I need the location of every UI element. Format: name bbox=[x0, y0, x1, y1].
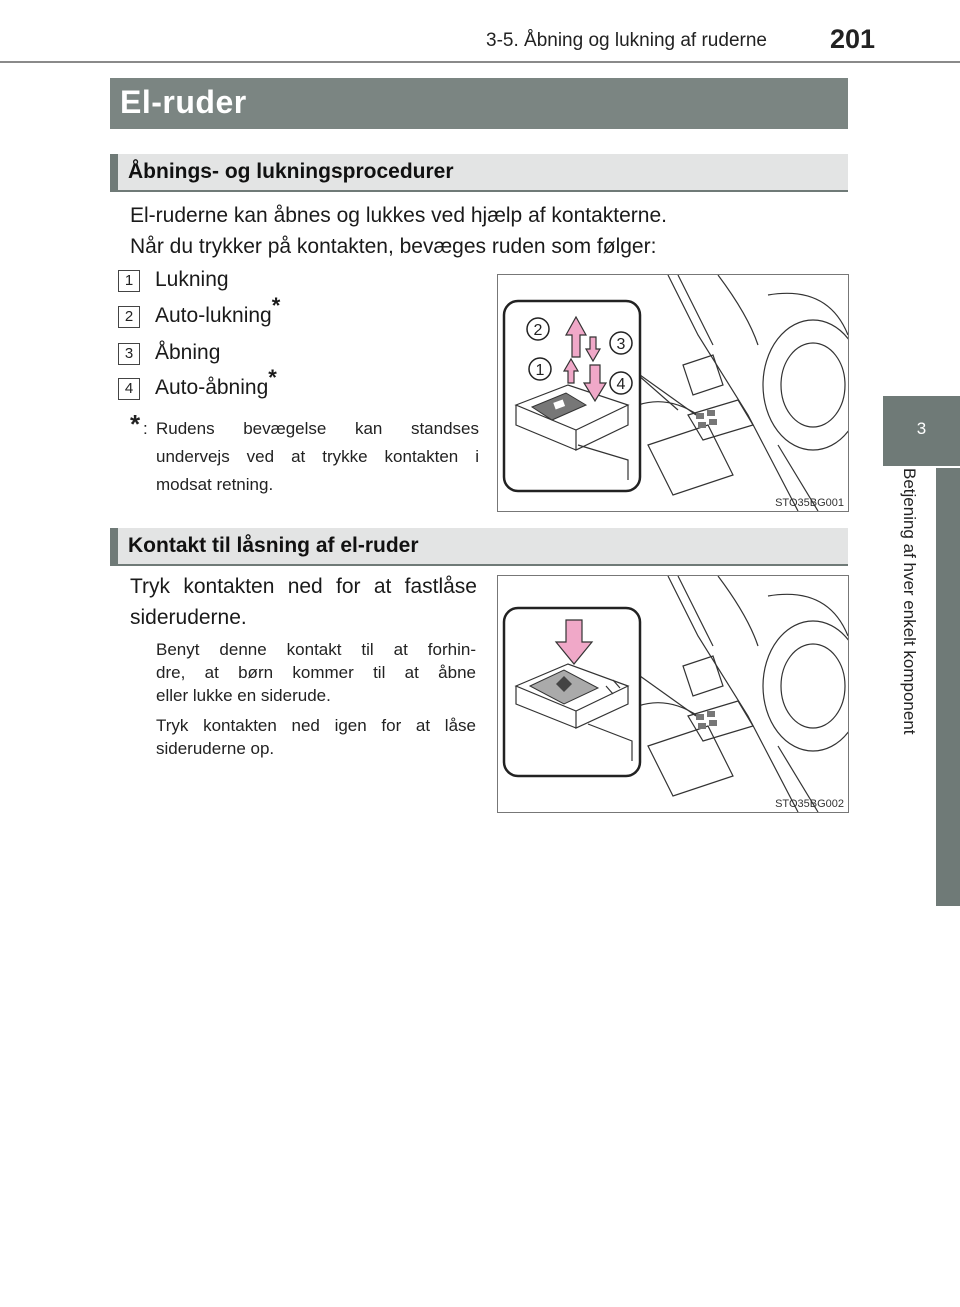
note2-line-1: Tryk kontakten ned igen for at låse bbox=[156, 716, 476, 735]
section2-text-2: sideruderne. bbox=[130, 606, 247, 629]
footnote-line-1: Rudens bevægelse kan standses bbox=[156, 419, 479, 438]
item-number: 2 bbox=[118, 306, 140, 328]
chapter-tab bbox=[883, 396, 960, 466]
item-number: 1 bbox=[118, 270, 140, 292]
page-title-bar bbox=[110, 78, 848, 129]
item-label: Lukning bbox=[155, 268, 229, 291]
figure-code: STO35BG002 bbox=[775, 798, 844, 810]
door-panel-illustration bbox=[498, 576, 848, 812]
page-footer bbox=[0, 1262, 960, 1307]
heading-marker bbox=[110, 154, 118, 190]
heading-marker bbox=[110, 528, 118, 564]
page-title: El-ruder bbox=[120, 84, 247, 120]
note-2 bbox=[156, 714, 476, 760]
item-number: 3 bbox=[118, 343, 140, 365]
door-panel-illustration bbox=[498, 275, 848, 511]
section1-heading: Åbnings- og lukningsprocedurer bbox=[128, 160, 454, 183]
footnote-colon: : bbox=[143, 419, 148, 438]
footnote-star: * bbox=[130, 409, 141, 439]
chapter-side-bar bbox=[936, 468, 960, 906]
section-title: 3-5. Åbning og lukning af ruderne bbox=[486, 30, 767, 51]
note-1 bbox=[156, 638, 476, 707]
section2-text-1: Tryk kontakten ned for at fastlåse bbox=[130, 575, 477, 598]
section1-heading-bar bbox=[110, 154, 848, 192]
window-lock-figure bbox=[497, 575, 849, 813]
item-label: Auto-åbning* bbox=[155, 365, 277, 399]
asterisk-mark: * bbox=[268, 365, 277, 390]
note1-line-3: eller lukke en siderude. bbox=[156, 686, 331, 705]
asterisk-mark: * bbox=[271, 293, 281, 318]
figure-code: STO35BG001 bbox=[775, 497, 844, 509]
footnote-line-3: modsat retning. bbox=[156, 475, 274, 494]
item-number: 4 bbox=[118, 378, 140, 400]
note1-line-2: dre, at børn kommer til at åbne bbox=[156, 663, 476, 682]
section2-heading-bar bbox=[110, 528, 848, 566]
figure-label-2: 2 bbox=[533, 322, 543, 339]
section1-intro-1: El-ruderne kan åbnes og lukkes ved hjælp af kontakterne. bbox=[130, 204, 667, 227]
window-switch-figure bbox=[497, 274, 849, 512]
page-header bbox=[0, 0, 960, 62]
header-rule bbox=[0, 61, 960, 63]
footnote-line-2: undervejs ved at trykke kontakten i bbox=[156, 447, 479, 466]
figure-label-4: 4 bbox=[616, 376, 626, 393]
chapter-number: 3 bbox=[916, 419, 927, 438]
chapter-label bbox=[883, 468, 933, 1088]
section2-heading: Kontakt til låsning af el-ruder bbox=[128, 534, 419, 557]
page-number: 201 bbox=[830, 24, 876, 54]
section1-intro-2: Når du trykker på kontakten, bevæges ruden som følger: bbox=[130, 235, 657, 258]
item-label: Auto-lukning* bbox=[155, 293, 281, 327]
note2-line-2: sideruderne op. bbox=[156, 739, 275, 758]
note1-line-1: Benyt denne kontakt til at forhin- bbox=[156, 640, 476, 659]
figure-label-3: 3 bbox=[616, 336, 626, 353]
item-label: Åbning bbox=[155, 341, 221, 364]
chapter-title: Betjening af hver enkelt komponent bbox=[900, 468, 919, 735]
figure-label-1: 1 bbox=[535, 362, 545, 379]
